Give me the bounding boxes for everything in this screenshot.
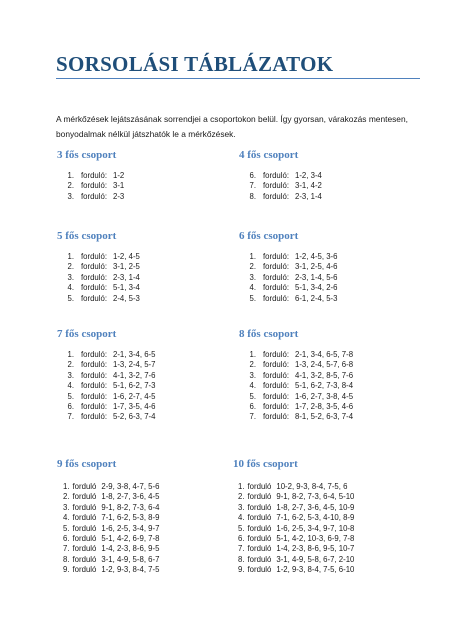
round-number: 3. xyxy=(67,370,74,380)
round-number: 7. xyxy=(249,181,256,191)
round-number: 7. xyxy=(67,412,74,422)
group-7 xyxy=(56,328,155,423)
round-number: 4. xyxy=(249,283,256,293)
round-number: 6. xyxy=(249,402,256,412)
round-list xyxy=(56,171,124,202)
round-number: 2. xyxy=(67,262,74,272)
page-title: SORSOLÁSI TÁBLÁZATOK xyxy=(56,52,334,76)
list-item xyxy=(238,381,353,391)
round-pairs: 1-6, 2-5, 3-4, 9-7 xyxy=(101,523,160,533)
list-item xyxy=(56,171,124,181)
round-label: forduló xyxy=(72,482,97,491)
round-pairs: 1-8, 2-7, 3-6, 4-5 xyxy=(101,492,160,502)
round-pairs: 1-2, 9-3, 8-4, 7-5, 6-10 xyxy=(276,565,355,575)
round-label: forduló xyxy=(72,544,97,554)
list-item xyxy=(238,555,354,565)
round-pairs: 2-3, 1-4 xyxy=(295,191,322,201)
list-item xyxy=(238,402,353,412)
list-item xyxy=(56,350,155,360)
list-item xyxy=(56,294,140,304)
round-number: 3. xyxy=(67,191,74,201)
round-number: 9. xyxy=(238,565,245,575)
round-number: 5. xyxy=(63,523,70,533)
round-pairs: 2-4, 5-3 xyxy=(113,293,140,303)
list-item xyxy=(238,181,322,191)
round-pairs: 5-1, 6-2, 7-3, 8-4 xyxy=(295,381,354,391)
round-label: forduló xyxy=(72,492,97,502)
list-item xyxy=(56,392,155,402)
round-pairs: 4-1, 3-2, 8-5, 7-6 xyxy=(295,370,354,380)
round-pairs: 3-1 xyxy=(113,181,125,191)
round-pairs: 3-1, 4-9, 5-8, 6-7, 2-10 xyxy=(276,554,355,564)
round-label: forduló: xyxy=(81,350,108,359)
list-item xyxy=(238,350,353,360)
round-list xyxy=(56,350,155,423)
round-label: forduló: xyxy=(263,402,290,412)
round-number: 1. xyxy=(249,252,256,261)
list-item xyxy=(56,262,140,272)
round-number: 6. xyxy=(238,534,245,544)
round-label: forduló xyxy=(72,523,97,533)
round-number: 3. xyxy=(67,272,74,282)
list-item xyxy=(63,524,159,534)
list-item xyxy=(56,283,140,293)
round-number: 8. xyxy=(249,191,256,201)
round-number: 7. xyxy=(249,412,256,422)
round-label: forduló xyxy=(247,513,272,523)
round-number: 8. xyxy=(238,554,245,564)
round-pairs: 1-4, 2-3, 8-6, 9-5 xyxy=(101,544,160,554)
list-item xyxy=(63,565,159,575)
round-pairs: 2-3, 1-4 xyxy=(113,272,140,282)
round-label: forduló: xyxy=(263,370,290,380)
list-item xyxy=(56,412,155,422)
round-label: forduló: xyxy=(81,370,108,380)
round-label: forduló: xyxy=(81,412,108,422)
list-item xyxy=(56,360,155,370)
group-5 xyxy=(56,230,140,304)
round-pairs: 1-2, 3-4 xyxy=(295,171,322,180)
round-pairs: 1-3, 2-4, 5-7, 6-8 xyxy=(295,360,354,370)
round-label: forduló: xyxy=(81,191,108,201)
round-pairs: 7-1, 6-2, 5-3, 8-9 xyxy=(101,513,160,523)
list-item xyxy=(238,544,354,554)
round-number: 1. xyxy=(67,171,74,180)
round-label: forduló xyxy=(247,523,272,533)
list-item xyxy=(56,252,140,262)
list-item xyxy=(238,294,337,304)
round-pairs: 4-1, 3-2, 7-6 xyxy=(113,370,156,380)
list-item xyxy=(238,283,337,293)
round-number: 4. xyxy=(67,283,74,293)
round-number: 2. xyxy=(249,360,256,370)
list-item xyxy=(56,192,124,202)
round-number: 5. xyxy=(67,391,74,401)
group-heading: 9 fős csoport xyxy=(57,458,117,470)
round-number: 6. xyxy=(63,534,70,544)
round-number: 2. xyxy=(249,262,256,272)
round-label: forduló: xyxy=(263,350,290,359)
group-3 xyxy=(56,149,124,202)
group-heading: 8 fős csoport xyxy=(239,328,299,340)
round-label: forduló xyxy=(247,554,272,564)
round-number: 6. xyxy=(67,402,74,412)
round-pairs: 5-1, 4-2, 6-9, 7-8 xyxy=(101,534,160,544)
round-number: 3. xyxy=(63,502,70,512)
round-label: forduló xyxy=(247,482,272,491)
group-9 xyxy=(56,458,159,576)
round-label: forduló xyxy=(72,502,97,512)
list-item xyxy=(238,360,353,370)
round-list xyxy=(63,482,159,576)
round-number: 1. xyxy=(63,482,70,491)
round-pairs: 3-1, 4-2 xyxy=(295,181,322,191)
round-label: forduló xyxy=(72,513,97,523)
round-label: forduló xyxy=(72,565,97,575)
round-pairs: 1-6, 2-7, 3-8, 4-5 xyxy=(295,391,354,401)
round-pairs: 1-4, 2-3, 8-6, 9-5, 10-7 xyxy=(276,544,355,554)
list-item xyxy=(63,503,159,513)
list-item xyxy=(56,402,155,412)
round-pairs: 8-1, 5-2, 6-3, 7-4 xyxy=(295,412,354,422)
round-label: forduló: xyxy=(81,252,108,261)
round-pairs: 3-1, 4-9, 5-8, 6-7 xyxy=(101,554,160,564)
list-item xyxy=(63,534,159,544)
round-number: 5. xyxy=(249,391,256,401)
round-number: 7. xyxy=(238,544,245,554)
round-pairs: 7-1, 6-2, 5-3, 4-10, 8-9 xyxy=(276,513,355,523)
round-label: forduló: xyxy=(263,272,290,282)
round-label: forduló: xyxy=(81,402,108,412)
round-number: 5. xyxy=(238,523,245,533)
list-item xyxy=(63,513,159,523)
round-pairs: 2-3, 1-4, 5-6 xyxy=(295,272,338,282)
round-number: 2. xyxy=(63,492,70,502)
list-item xyxy=(63,544,159,554)
group-6 xyxy=(238,230,337,304)
round-number: 3. xyxy=(249,272,256,282)
round-label: forduló: xyxy=(263,360,290,370)
round-number: 8. xyxy=(63,554,70,564)
round-list xyxy=(238,482,354,576)
round-pairs: 3-1, 2-5, 4-6 xyxy=(295,262,338,272)
round-number: 2. xyxy=(67,360,74,370)
round-label: forduló: xyxy=(263,381,290,391)
round-label: forduló: xyxy=(81,171,108,180)
round-number: 4. xyxy=(63,513,70,523)
list-item xyxy=(238,371,353,381)
round-pairs: 1-3, 2-4, 5-7 xyxy=(113,360,156,370)
round-pairs: 1-8, 2-7, 3-6, 4-5, 10-9 xyxy=(276,502,355,512)
round-number: 2. xyxy=(67,181,74,191)
round-label: forduló xyxy=(247,544,272,554)
round-number: 3. xyxy=(249,370,256,380)
round-pairs: 2-1, 3-4, 6-5, 7-8 xyxy=(295,350,354,359)
list-item xyxy=(238,252,337,262)
round-pairs: 1-2, 9-3, 8-4, 7-5 xyxy=(101,565,160,575)
round-label: forduló: xyxy=(263,412,290,422)
round-pairs: 9-1, 8-2, 7-3, 6-4 xyxy=(101,502,160,512)
round-label: forduló xyxy=(247,502,272,512)
round-number: 1. xyxy=(249,350,256,359)
round-pairs: 5-1, 3-4 xyxy=(113,283,140,293)
round-pairs: 1-6, 2-5, 3-4, 9-7, 10-8 xyxy=(276,523,355,533)
group-heading: 6 fős csoport xyxy=(239,230,299,242)
list-item xyxy=(238,171,322,181)
round-pairs: 1-7, 3-5, 4-6 xyxy=(113,402,156,412)
group-8 xyxy=(238,328,353,423)
round-number: 4. xyxy=(238,513,245,523)
list-item xyxy=(56,181,124,191)
round-label: forduló xyxy=(247,492,272,502)
round-label: forduló: xyxy=(263,283,290,293)
round-label: forduló: xyxy=(81,262,108,272)
list-item xyxy=(238,392,353,402)
round-number: 5. xyxy=(249,293,256,303)
group-10 xyxy=(232,458,354,576)
round-label: forduló: xyxy=(81,272,108,282)
round-pairs: 1-2, 4-5 xyxy=(113,252,140,261)
round-label: forduló: xyxy=(81,293,108,303)
round-list xyxy=(56,252,140,304)
list-item xyxy=(238,482,354,492)
group-heading: 7 fős csoport xyxy=(57,328,117,340)
round-label: forduló: xyxy=(263,171,290,180)
round-pairs: 5-1, 3-4, 2-6 xyxy=(295,283,338,293)
round-list xyxy=(238,171,322,202)
round-pairs: 5-1, 4-2, 10-3, 6-9, 7-8 xyxy=(276,534,355,544)
round-number: 1. xyxy=(238,482,245,491)
intro-paragraph: A mérkőzések lejátszásának sorrendjei a csoportokon belül. Így gyorsan, várakozás mentesen, bonyodalmak nélkül játszhatók le a mérkőzések. xyxy=(56,114,408,139)
round-list xyxy=(238,252,337,304)
list-item xyxy=(63,482,159,492)
round-pairs: 3-1, 2-5 xyxy=(113,262,140,272)
list-item xyxy=(238,565,354,575)
list-item xyxy=(238,192,322,202)
round-pairs: 5-1, 6-2, 7-3 xyxy=(113,381,156,391)
round-number: 4. xyxy=(249,381,256,391)
round-number: 5. xyxy=(67,293,74,303)
round-label: forduló: xyxy=(81,283,108,293)
group-heading: 3 fős csoport xyxy=(57,149,117,161)
list-item xyxy=(238,503,354,513)
round-pairs: 1-7, 2-8, 3-5, 4-6 xyxy=(295,402,354,412)
group-heading: 4 fős csoport xyxy=(239,149,299,161)
round-pairs: 1-2, 4-5, 3-6 xyxy=(295,252,338,261)
round-label: forduló xyxy=(247,565,272,575)
round-number: 2. xyxy=(238,492,245,502)
round-label: forduló: xyxy=(263,191,290,201)
round-label: forduló: xyxy=(81,360,108,370)
group-heading: 10 fős csoport xyxy=(233,458,298,470)
list-item xyxy=(238,492,354,502)
list-item xyxy=(238,273,337,283)
round-pairs: 2-1, 3-4, 6-5 xyxy=(113,350,156,359)
group-4 xyxy=(238,149,322,202)
title-divider xyxy=(56,78,420,79)
round-pairs: 2-9, 3-8, 4-7, 5-6 xyxy=(101,482,160,491)
round-label: forduló: xyxy=(263,293,290,303)
group-heading: 5 fős csoport xyxy=(57,230,117,242)
round-label: forduló: xyxy=(263,252,290,261)
list-item xyxy=(56,273,140,283)
list-item xyxy=(63,555,159,565)
round-label: forduló: xyxy=(263,262,290,272)
round-number: 3. xyxy=(238,502,245,512)
list-item xyxy=(56,371,155,381)
round-number: 6. xyxy=(249,171,256,180)
round-label: forduló: xyxy=(81,181,108,191)
round-pairs: 10-2, 9-3, 8-4, 7-5, 6 xyxy=(276,482,348,491)
list-item xyxy=(56,381,155,391)
round-label: forduló xyxy=(247,534,272,544)
round-pairs: 2-3 xyxy=(113,191,125,201)
round-pairs: 9-1, 8-2, 7-3, 6-4, 5-10 xyxy=(276,492,355,502)
list-item xyxy=(238,524,354,534)
round-number: 9. xyxy=(63,565,70,575)
list-item xyxy=(238,513,354,523)
round-number: 1. xyxy=(67,252,74,261)
list-item xyxy=(238,412,353,422)
round-pairs: 6-1, 2-4, 5-3 xyxy=(295,293,338,303)
round-label: forduló xyxy=(72,554,97,564)
round-label: forduló xyxy=(72,534,97,544)
round-list xyxy=(238,350,353,423)
round-label: forduló: xyxy=(263,391,290,401)
round-pairs: 1-6, 2-7, 4-5 xyxy=(113,391,156,401)
list-item xyxy=(238,262,337,272)
list-item xyxy=(63,492,159,502)
round-pairs: 1-2 xyxy=(113,171,125,180)
round-pairs: 5-2, 6-3, 7-4 xyxy=(113,412,156,422)
round-number: 1. xyxy=(67,350,74,359)
round-label: forduló: xyxy=(263,181,290,191)
list-item xyxy=(238,534,354,544)
round-label: forduló: xyxy=(81,381,108,391)
round-number: 7. xyxy=(63,544,70,554)
round-number: 4. xyxy=(67,381,74,391)
round-label: forduló: xyxy=(81,391,108,401)
